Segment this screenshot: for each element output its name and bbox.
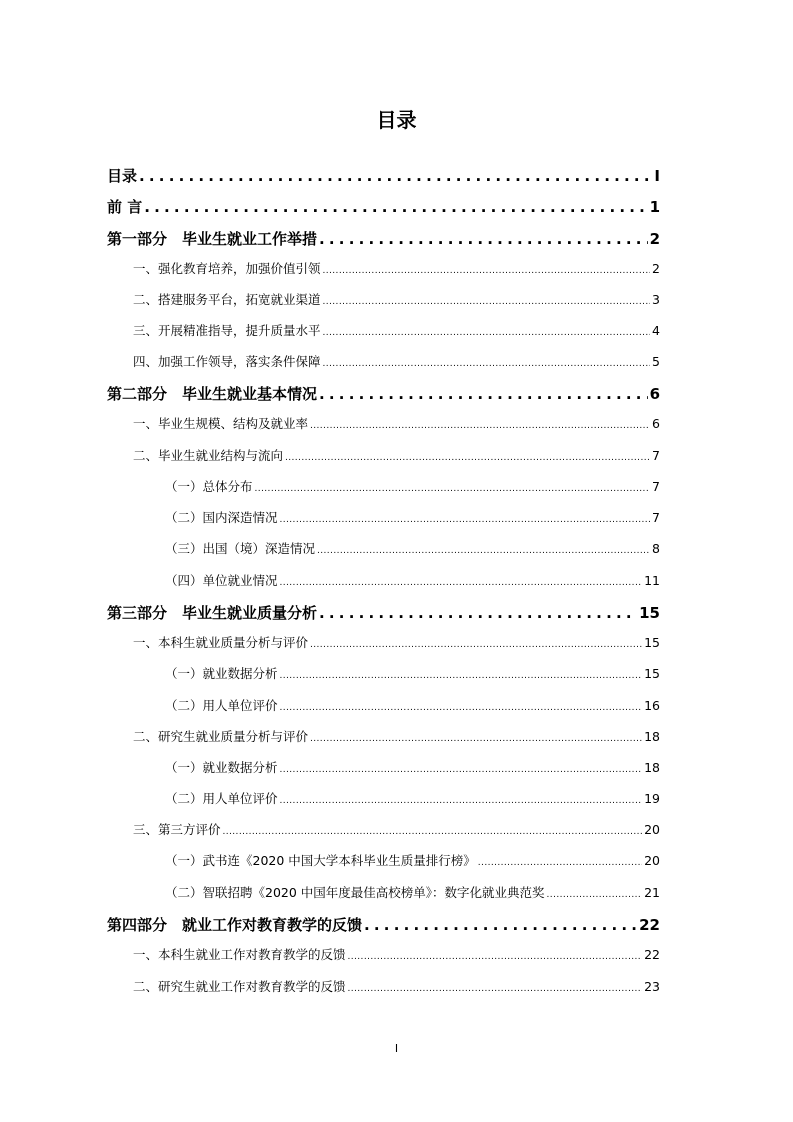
toc-entry-label: 二、毕业生就业结构与流向	[133, 448, 284, 463]
toc-leader-dots	[280, 578, 643, 588]
toc-leader-dots	[255, 484, 651, 494]
toc-entry-page: 22	[639, 916, 660, 934]
toc-entry[interactable]	[165, 664, 660, 682]
toc-leader-dots	[280, 703, 643, 713]
toc-leader-dots	[144, 198, 647, 216]
toc-leader-dots	[547, 890, 643, 900]
toc-entry-label: 三、第三方评价	[133, 822, 221, 837]
toc-entry-label: 一、本科生就业工作对教育教学的反馈	[133, 947, 346, 962]
toc-entry-label: （一）总体分布	[165, 479, 253, 494]
toc-entry[interactable]	[107, 165, 660, 186]
toc-entry-label: （二）用人单位评价	[165, 698, 278, 713]
toc-entry-page: 7	[652, 448, 660, 463]
toc-leader-dots	[280, 796, 643, 806]
toc-leader-dots	[319, 385, 648, 403]
toc-entry-page: 20	[644, 822, 660, 837]
toc-leader-dots	[478, 858, 642, 868]
page-number: I	[394, 1042, 399, 1055]
toc-entry-page: 21	[644, 885, 660, 900]
toc-entry[interactable]	[133, 945, 660, 963]
toc-leader-dots	[319, 604, 637, 622]
toc-leader-dots	[280, 671, 643, 681]
toc-entry-label: 前 言	[107, 198, 143, 216]
toc-leader-dots	[323, 266, 651, 276]
toc-entry[interactable]	[133, 259, 660, 277]
toc-leader-dots	[223, 827, 643, 837]
toc-entry-page: 15	[639, 604, 660, 622]
toc-entry-label: （二）国内深造情况	[165, 510, 278, 525]
toc-entry[interactable]	[133, 352, 660, 370]
toc-entry-page: 15	[644, 635, 660, 650]
toc-entry-page: 20	[644, 853, 660, 868]
toc-entry[interactable]	[133, 633, 660, 651]
toc-leader-dots	[280, 765, 643, 775]
toc-entry-page: 8	[652, 541, 660, 556]
toc-entry-page: 6	[649, 385, 660, 403]
toc-entry-label: 第三部分 毕业生就业质量分析	[107, 604, 318, 622]
toc-entry-page: 11	[644, 573, 660, 588]
toc-entry[interactable]	[107, 602, 660, 623]
toc-leader-dots	[364, 916, 637, 934]
toc-entry-page: 7	[652, 510, 660, 525]
toc-entry-page: 23	[644, 979, 660, 994]
toc-entry-label: 第二部分 毕业生就业基本情况	[107, 385, 318, 403]
toc-entry-label: 二、搭建服务平台，拓宽就业渠道	[133, 292, 321, 307]
toc-entry-label: 第四部分 就业工作对教育教学的反馈	[107, 916, 363, 934]
toc-entry[interactable]	[165, 571, 660, 589]
toc-entry[interactable]	[165, 883, 660, 901]
toc-entry[interactable]	[133, 727, 660, 745]
toc-entry[interactable]	[165, 851, 660, 869]
toc-entry-label: （二）智联招聘《2020 中国年度最佳高校榜单》：数字化就业典范奖	[165, 885, 545, 900]
toc-entry-label: 一、强化教育培养，加强价值引领	[133, 261, 321, 276]
toc-entry-label: （二）用人单位评价	[165, 791, 278, 806]
toc-entry[interactable]	[133, 977, 660, 995]
toc-entry-label: 一、本科生就业质量分析与评价	[133, 635, 309, 650]
toc-entry[interactable]	[107, 383, 660, 404]
toc-entry-page: 15	[644, 666, 660, 681]
toc-entry-page: 5	[652, 354, 660, 369]
toc-entry-page: 7	[652, 479, 660, 494]
toc-entry-label: （四）单位就业情况	[165, 573, 278, 588]
toc-leader-dots	[280, 515, 651, 525]
toc-entry-label: （三）出国（境）深造情况	[165, 541, 316, 556]
toc-entry[interactable]	[133, 820, 660, 838]
toc-entry-label: （一）武书连《2020 中国大学本科毕业生质量排行榜》	[165, 853, 476, 868]
toc-leader-dots	[139, 167, 652, 185]
toc-entry-page: 3	[652, 292, 660, 307]
toc-entry-page: 18	[644, 760, 660, 775]
toc-entry-page: 6	[652, 416, 660, 431]
toc-entry-page: 1	[649, 198, 660, 216]
toc-entry[interactable]	[165, 539, 660, 557]
toc-entry[interactable]	[133, 321, 660, 339]
toc-entry-label: 四、加强工作领导，落实条件保障	[133, 354, 321, 369]
toc-entry[interactable]	[133, 414, 660, 432]
toc-entry-page: 16	[644, 698, 660, 713]
toc-entry[interactable]	[107, 914, 660, 935]
toc-entry[interactable]	[107, 228, 660, 249]
toc-entry[interactable]	[165, 696, 660, 714]
toc-entry-page: 19	[644, 791, 660, 806]
toc-entry-label: 二、研究生就业质量分析与评价	[133, 729, 309, 744]
toc-leader-dots	[323, 297, 651, 307]
toc-entry-page: 2	[652, 261, 660, 276]
toc-entry[interactable]	[133, 290, 660, 308]
toc-entry-page: 4	[652, 323, 660, 338]
toc-leader-dots	[348, 984, 643, 994]
toc-entry[interactable]	[165, 789, 660, 807]
toc-leader-dots	[319, 230, 648, 248]
toc-entry-page: I	[654, 167, 660, 185]
toc-entry-page: 2	[649, 230, 660, 248]
toc-leader-dots	[310, 734, 642, 744]
toc-entry[interactable]	[165, 508, 660, 526]
toc-entry-page: 22	[644, 947, 660, 962]
toc-entry-label: 一、毕业生规模、结构及就业率	[133, 416, 309, 431]
toc-leader-dots	[348, 952, 643, 962]
toc-entry-label: （一）就业数据分析	[165, 760, 278, 775]
toc-leader-dots	[317, 546, 650, 556]
toc-entry-label: （一）就业数据分析	[165, 666, 278, 681]
toc-entry[interactable]	[165, 758, 660, 776]
toc-entry-page: 18	[644, 729, 660, 744]
toc-leader-dots	[310, 640, 642, 650]
toc-leader-dots	[285, 453, 650, 463]
toc-entry-label: 二、研究生就业工作对教育教学的反馈	[133, 979, 346, 994]
toc-entry[interactable]	[165, 477, 660, 495]
toc-entry-label: 第一部分 毕业生就业工作举措	[107, 230, 318, 248]
toc-leader-dots	[323, 328, 651, 338]
toc-entry-label: 目录	[107, 167, 138, 185]
page-title: 目录	[376, 108, 417, 132]
toc-entry[interactable]	[107, 196, 660, 217]
toc-leader-dots	[323, 359, 651, 369]
toc-entry-label: 三、开展精准指导，提升质量水平	[133, 323, 321, 338]
toc-leader-dots	[310, 421, 650, 431]
toc-entry[interactable]	[133, 446, 660, 464]
